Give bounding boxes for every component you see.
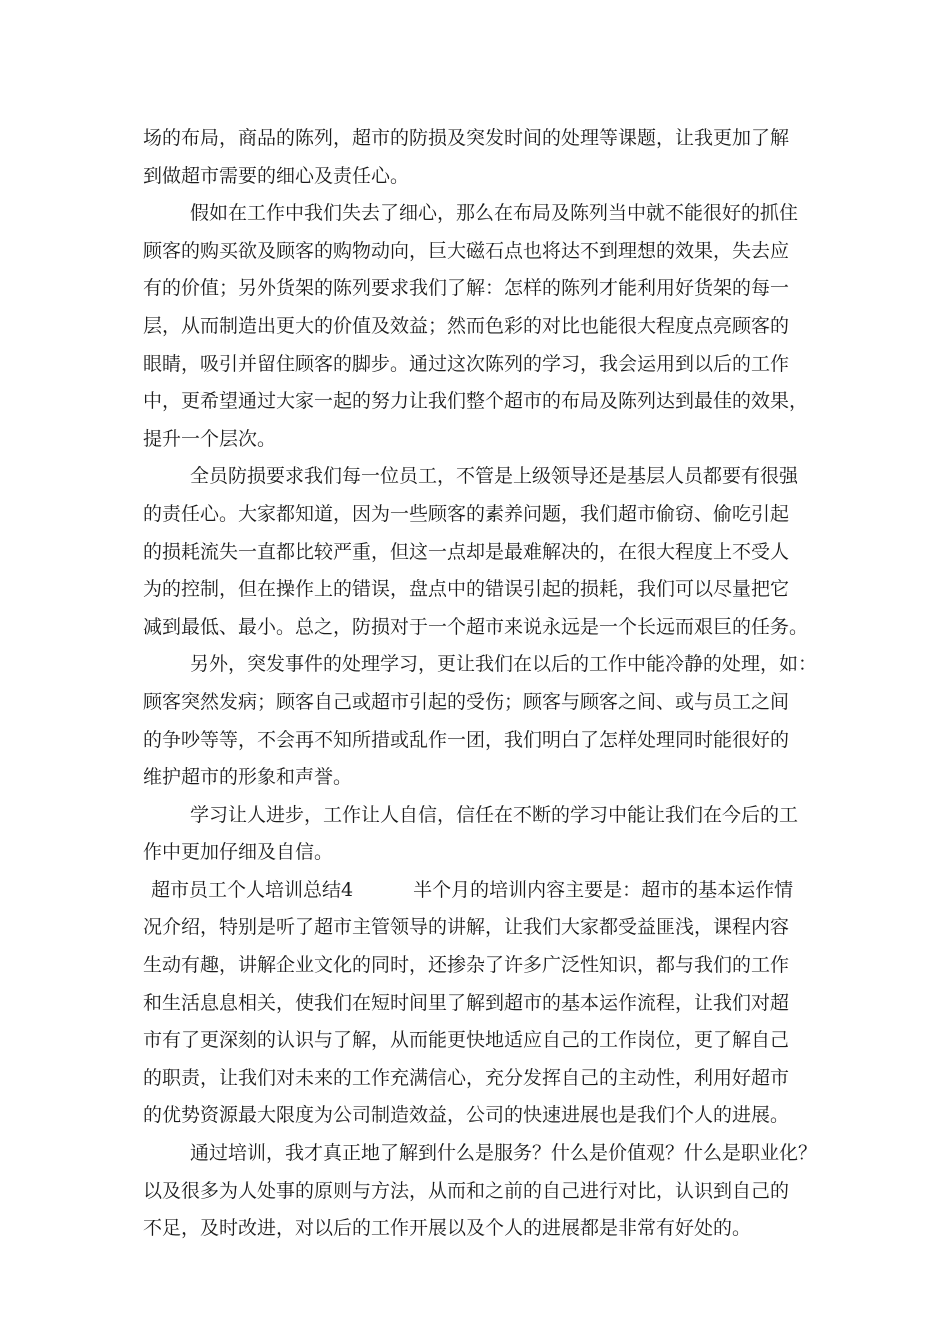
body-line: 的优势资源最大限度为公司制造效益，公司的快速进展也是我们个人的进展。 [143,1104,790,1127]
body-line: 生动有趣，讲解企业文化的同时，还掺杂了许多广泛性知识，都与我们的工作 [143,954,790,977]
body-line: 为的控制，但在操作上的错误，盘点中的错误引起的损耗，我们可以尽量把它 [143,578,790,601]
section-first-line: 半个月的培训内容主要是：超市的基本运作情 [413,878,794,901]
body-line: 的职责，让我们对未来的工作充满信心，充分发挥自己的主动性，利用好超市 [143,1066,790,1089]
body-line: 减到最低、最小。总之，防损对于一个超市来说永远是一个长远而艰巨的任务。 [143,615,809,638]
body-line: 顾客突然发病；顾客自己或超市引起的受伤；顾客与顾客之间、或与员工之间 [143,690,790,713]
section-heading: 超市员工个人培训总结4 [151,878,354,901]
body-line: 维护超市的形象和声誉。 [143,766,353,789]
body-line: 层，从而制造出更大的价值及效益；然而色彩的对比也能很大程度点亮顾客的 [143,314,790,337]
paragraph-first-line: 全员防损要求我们每一位员工，不管是上级领导还是基层人员都要有很强 [190,465,799,488]
body-line: 有的价值；另外货架的陈列要求我们了解：怎样的陈列才能利用好货架的每一 [143,277,790,300]
paragraph-first-line: 假如在工作中我们失去了细心，那么在布局及陈列当中就不能很好的抓住 [190,202,799,225]
body-line: 提升一个层次。 [143,427,277,450]
paragraph-first-line: 学习让人进步，工作让人自信，信任在不断的学习中能让我们在今后的工 [190,803,799,826]
body-line: 市有了更深刻的认识与了解，从而能更快地适应自己的工作岗位，更了解自己 [143,1029,790,1052]
body-line: 不足，及时改进，对以后的工作开展以及个人的进展都是非常有好处的。 [143,1217,752,1240]
paragraph-first-line: 另外，突发事件的处理学习，更让我们在以后的工作中能冷静的处理，如： [190,653,818,676]
body-line: 的责任心。大家都知道，因为一些顾客的素养问题，我们超市偷窃、偷吃引起 [143,502,790,525]
body-line: 中，更希望通过大家一起的努力让我们整个超市的布局及陈列达到最佳的效果， [143,390,809,413]
body-line: 场的布局，商品的陈列，超市的防损及突发时间的处理等课题，让我更加了解 [143,127,790,149]
body-line: 的损耗流失一直都比较严重，但这一点却是最难解决的，在很大程度上不受人 [143,540,790,563]
paragraph-first-line: 通过培训，我才真正地了解到什么是服务？什么是价值观？什么是职业化？ [190,1142,818,1165]
body-line: 顾客的购买欲及顾客的购物动向，巨大磁石点也将达不到理想的效果，失去应 [143,239,790,262]
body-line: 和生活息息相关，使我们在短时间里了解到超市的基本运作流程，让我们对超 [143,991,790,1014]
body-line: 的争吵等等，不会再不知所措或乱作一团，我们明白了怎样处理同时能很好的 [143,728,790,751]
section-heading-line [143,872,823,910]
body-line: 到做超市需要的细心及责任心。 [143,164,410,187]
document-body [143,120,823,1248]
body-line: 况介绍，特别是听了超市主管领导的讲解，让我们大家都受益匪浅，课程内容 [143,916,790,939]
body-line: 作中更加仔细及自信。 [143,841,334,864]
body-line: 眼睛，吸引并留住顾客的脚步。通过这次陈列的学习，我会运用到以后的工作 [143,352,790,375]
body-line: 以及很多为人处事的原则与方法，从而和之前的自己进行对比，认识到自己的 [143,1179,790,1202]
